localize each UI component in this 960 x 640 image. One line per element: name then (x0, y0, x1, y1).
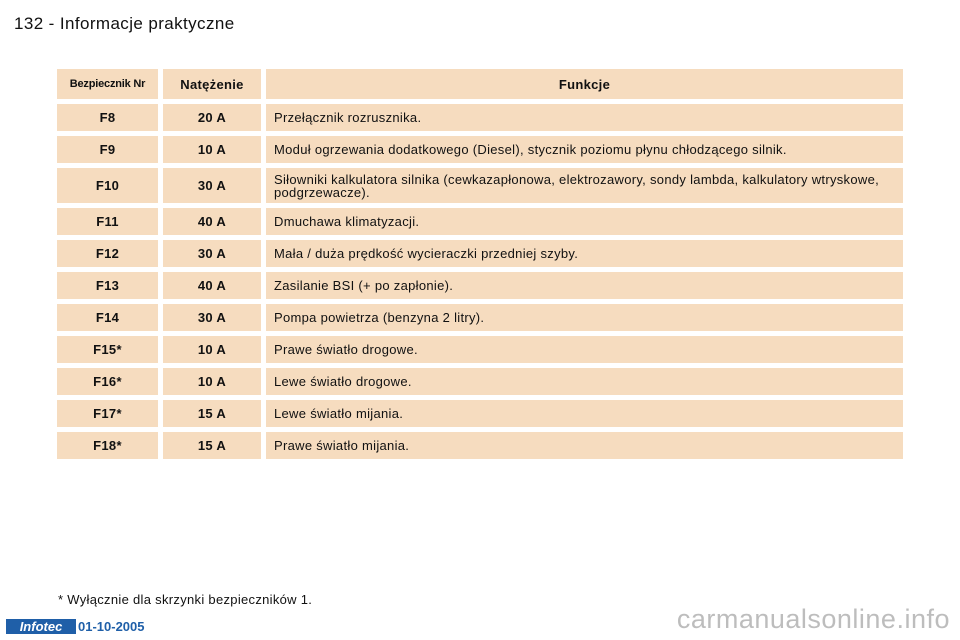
fuse-function: Dmuchawa klimatyzacji. (266, 208, 903, 235)
fuse-function: Zasilanie BSI (+ po zapłonie). (266, 272, 903, 299)
fuse-function: Pompa powietrza (benzyna 2 litry). (266, 304, 903, 331)
fuse-number: F11 (57, 208, 158, 235)
page-title: 132 - Informacje praktyczne (14, 14, 235, 33)
fuse-number: F14 (57, 304, 158, 331)
table-row (57, 272, 903, 299)
fuse-number: F12 (57, 240, 158, 267)
table-row (57, 368, 903, 395)
fuse-amperage: 10 A (163, 368, 261, 395)
fuse-number: F17* (57, 400, 158, 427)
table-row (57, 336, 903, 363)
fuse-number: F10 (57, 168, 158, 203)
fuse-amperage: 10 A (163, 136, 261, 163)
table-row (57, 208, 903, 235)
fuse-amperage: 40 A (163, 208, 261, 235)
table-header-row (57, 69, 903, 99)
fuse-function: Prawe światło drogowe. (266, 336, 903, 363)
infotec-logo: Infotec (6, 619, 76, 634)
table-row (57, 104, 903, 131)
fuse-number: F16* (57, 368, 158, 395)
fuse-amperage: 15 A (163, 400, 261, 427)
fuse-amperage: 15 A (163, 432, 261, 459)
fuse-number: F8 (57, 104, 158, 131)
fuse-number: F9 (57, 136, 158, 163)
fuse-function: Lewe światło drogowe. (266, 368, 903, 395)
table-row (57, 168, 903, 203)
edition-date: 01-10-2005 (78, 619, 145, 634)
footnote: * Wyłącznie dla skrzynki bezpieczników 1. (58, 592, 313, 607)
header-fuse-number: Bezpiecznik Nr (57, 69, 158, 99)
table-row (57, 432, 903, 459)
fuse-number: F18* (57, 432, 158, 459)
fuse-table (57, 69, 903, 464)
table-row (57, 240, 903, 267)
fuse-function: Moduł ogrzewania dodatkowego (Diesel), stycznik poziomu płynu chłodzącego silnik. (266, 136, 903, 163)
fuse-amperage: 30 A (163, 304, 261, 331)
fuse-function: Mała / duża prędkość wycieraczki przedniej szyby. (266, 240, 903, 267)
table-row (57, 400, 903, 427)
fuse-function: Prawe światło mijania. (266, 432, 903, 459)
header-functions: Funkcje (266, 69, 903, 99)
fuse-amperage: 30 A (163, 240, 261, 267)
fuse-number: F13 (57, 272, 158, 299)
fuse-amperage: 40 A (163, 272, 261, 299)
fuse-function: Przełącznik rozrusznika. (266, 104, 903, 131)
fuse-function: Lewe światło mijania. (266, 400, 903, 427)
table-row (57, 304, 903, 331)
fuse-amperage: 10 A (163, 336, 261, 363)
table-row (57, 136, 903, 163)
fuse-amperage: 20 A (163, 104, 261, 131)
fuse-number: F15* (57, 336, 158, 363)
watermark: carmanualsonline.info (676, 604, 950, 634)
fuse-function: Siłowniki kalkulatora silnika (cewkazapłonowa, elektrozawory, sondy lambda, kalkulatory wtryskowe, podgrzewacze). (266, 168, 903, 203)
header-amperage: Natężenie (163, 69, 261, 99)
fuse-amperage: 30 A (163, 168, 261, 203)
